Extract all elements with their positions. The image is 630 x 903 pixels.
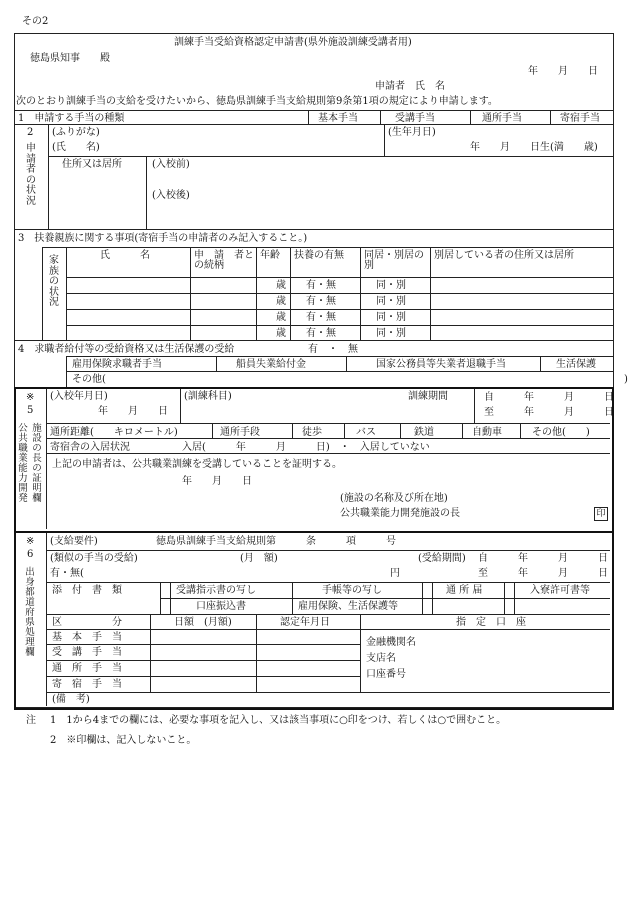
address-label: 住所又は居所	[62, 159, 122, 170]
form-title: 訓練手当受給資格認定申請書(県外施設訓練受講者用)	[174, 37, 412, 48]
birth-label: (生年月日)	[388, 127, 436, 138]
sec6-side: 出身都道府県処理欄	[25, 567, 35, 658]
sec4-other[interactable]: その他(	[72, 374, 106, 385]
sec4-close: )	[624, 374, 628, 385]
similar-label: (類似の手当の受給)	[50, 553, 138, 564]
support-choice[interactable]: 有・無	[306, 296, 336, 307]
attach-label: 添 付 書 類	[52, 585, 122, 596]
daily-header: 日額 (月額)	[174, 617, 232, 628]
sec4-item[interactable]: 国家公務員等失業者退職手当	[376, 359, 506, 370]
sec3-header: 年齢	[260, 250, 280, 261]
course-label: (訓練科目)	[184, 391, 232, 402]
furigana-label: (ふりがな)	[52, 127, 100, 138]
sec3-side: 家族の状況	[49, 255, 59, 308]
name-label: (氏 名)	[52, 142, 100, 153]
allowance-row: 寄 宿 手 当	[52, 679, 122, 690]
sec5-side: 施設の長の証明欄	[32, 423, 42, 504]
intro-text: 次のとおり訓練手当の支給を受けたいから、徳島県訓練手当支給規則第9条第1項の規定により申請します。	[16, 96, 498, 107]
facility-head: 公共職業能力開発施設の長	[340, 508, 460, 519]
sec1-item[interactable]: 基本手当	[318, 113, 358, 124]
age-unit: 歳	[276, 328, 286, 339]
doc-item[interactable]: 口座振込書	[196, 601, 246, 612]
sec4-item[interactable]: 船員失業給付金	[236, 359, 306, 370]
note-1: 1 1から4までの欄には、必要な事項を記入し、又は該当事項に○印をつけ、若しくは○で囲むこと。	[50, 715, 507, 726]
age-unit: 歳	[276, 296, 286, 307]
monthly-label: (月 額)	[240, 553, 278, 564]
doc-item[interactable]: 入寮許可書等	[530, 585, 590, 596]
support-choice[interactable]: 有・無	[306, 280, 336, 291]
cohabit-choice[interactable]: 同・別	[376, 328, 406, 339]
birth-blank: 年 月 日生(満 歳)	[470, 142, 598, 153]
sec4-item[interactable]: 生活保護	[556, 359, 596, 370]
notes-head: 注	[26, 715, 36, 726]
sec4-label: 4 求職者給付等の受給資格又は生活保護の受給	[18, 344, 235, 355]
cert-date-header: 認定年月日	[280, 617, 330, 628]
means-item[interactable]: 鉄道	[414, 427, 434, 438]
distance-label: 通所距離( キロメートル)	[50, 427, 178, 438]
entry-date-blank: 年 月 日	[98, 406, 168, 417]
facility-label: (施設の名称及び所在地)	[340, 493, 448, 504]
entry-date-label: (入校年月日)	[50, 391, 108, 402]
cohabit-choice[interactable]: 同・別	[376, 296, 406, 307]
period-label: 訓練期間	[408, 391, 448, 402]
page-label: その2	[22, 16, 49, 27]
sec3-header: 扶養の有無	[294, 250, 344, 261]
kubun-header: 区 分	[52, 617, 122, 628]
sec4-item[interactable]: 雇用保険求職者手当	[72, 359, 162, 370]
sec5-mark: ※	[26, 392, 35, 403]
sec1-item[interactable]: 通所手当	[482, 113, 522, 124]
yen-unit: 円	[390, 568, 400, 579]
bank-label: 金融機関名	[366, 637, 416, 648]
sec4-yn[interactable]: 有 ・ 無	[308, 344, 358, 355]
account-number-label: 口座番号	[366, 669, 406, 680]
sec1-label: 1 申請する手当の種類	[18, 113, 125, 124]
allowance-row: 基 本 手 当	[52, 632, 122, 643]
sec3-header: 氏 名	[100, 250, 150, 261]
sec2-side: 申請者の状況	[26, 143, 36, 207]
allowance-row: 通 所 手 当	[52, 663, 122, 674]
doc-item[interactable]: 通 所 届	[446, 585, 483, 596]
doc-item[interactable]: 受講指示書の写し	[176, 585, 256, 596]
date-blank: 年 月 日	[528, 66, 598, 77]
receive-from: 自 年 月 日	[478, 553, 608, 564]
account-header: 指 定 口 座	[456, 617, 526, 628]
sec5-number: 5	[27, 405, 34, 416]
sec3-header: 申 請 者との続柄	[194, 250, 254, 271]
period-from: 自 年 月 日	[484, 392, 614, 403]
doc-item[interactable]: 手帳等の写し	[322, 585, 382, 596]
sec1-item[interactable]: 寄宿手当	[560, 113, 600, 124]
cohabit-choice[interactable]: 同・別	[376, 280, 406, 291]
means-item[interactable]: バス	[356, 427, 376, 438]
certify-text: 上記の申請者は、公共職業訓練を受講していることを証明する。	[52, 459, 342, 470]
sec1-item[interactable]: 受講手当	[395, 113, 435, 124]
after-label: (入校後)	[152, 190, 190, 201]
sec3-header: 別居している者の住所又は居所	[434, 250, 574, 261]
means-item[interactable]: 自動車	[472, 427, 502, 438]
means-item[interactable]: その他( )	[532, 427, 590, 438]
sec3-header: 同居・別居の別	[364, 250, 424, 271]
receive-period-label: (受給期間)	[418, 553, 466, 564]
dorm-status[interactable]: 入居( 年 月 日) ・ 入居していない	[182, 442, 430, 453]
allowance-row: 受 講 手 当	[52, 647, 122, 658]
rule-text: 徳島県訓練手当支給規則第 条 項 号	[156, 536, 396, 547]
seal-mark: 印	[594, 507, 608, 521]
cohabit-choice[interactable]: 同・別	[376, 312, 406, 323]
support-choice[interactable]: 有・無	[306, 328, 336, 339]
means-label: 通所手段	[220, 427, 260, 438]
sec6-mark: ※	[26, 536, 35, 547]
sec3-label: 3 扶養親族に関する事項(寄宿手当の申請者のみ記入すること。)	[18, 233, 308, 244]
addressee: 徳島県知事 殿	[30, 53, 110, 64]
period-to: 至 年 月 日	[484, 407, 614, 418]
remarks-label: (備 考)	[52, 694, 90, 705]
req-label: (支給要件)	[50, 536, 98, 547]
sec2-number: 2	[27, 127, 34, 138]
age-unit: 歳	[276, 280, 286, 291]
receive-to: 至 年 月 日	[478, 568, 608, 579]
support-choice[interactable]: 有・無	[306, 312, 336, 323]
branch-label: 支店名	[366, 653, 396, 664]
sec6-number: 6	[27, 549, 34, 560]
note-2: 2 ※印欄は、記入しないこと。	[50, 735, 197, 746]
similar-yn[interactable]: 有・無(	[50, 568, 84, 579]
cert-date: 年 月 日	[182, 476, 252, 487]
doc-item[interactable]: 雇用保険、生活保護等	[298, 601, 398, 612]
before-label: (入校前)	[152, 159, 190, 170]
age-unit: 歳	[276, 312, 286, 323]
dorm-label: 寄宿舎の入居状況	[50, 442, 130, 453]
means-item[interactable]: 徒歩	[302, 427, 322, 438]
sec5-side2: 公共職業能力開発	[18, 423, 28, 504]
applicant-name-label: 申請者 氏 名	[375, 81, 445, 92]
